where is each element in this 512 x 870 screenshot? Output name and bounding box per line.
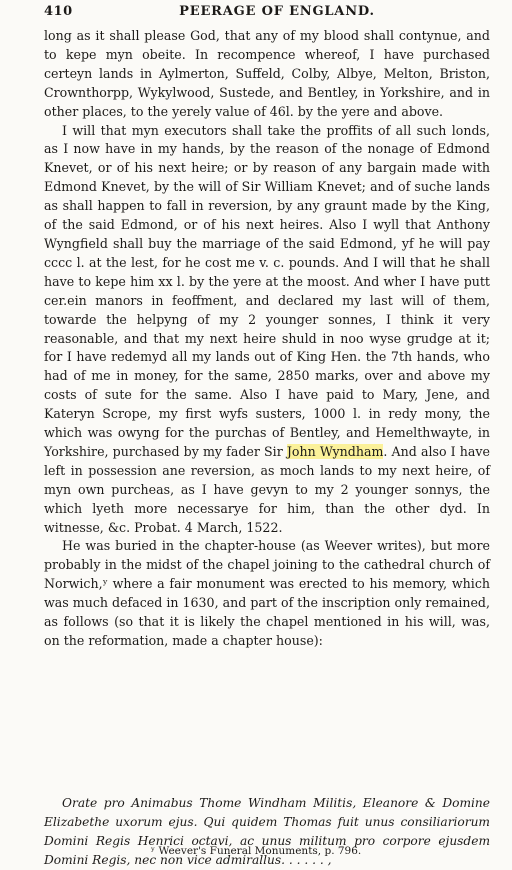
latin-inscription [44, 794, 490, 870]
paragraph-2-text-after: . And also I have left in possession ane reversion, as moch lands to my next heire, of myn own purcheas, as I have gevyn to my 2 younger sonnys, the which lyeth more necessarye for him, than the other dyd. In witnesse, &c. Probat. 4 March, 1522. [44, 443, 490, 535]
paragraph-2 [44, 122, 490, 538]
running-title: PEERAGE OF ENGLAND. [179, 4, 375, 19]
paragraph-2-text-before: I will that myn executors shall take the proffits of all such londs, as I now have in my hands, by the reason of the nonage of Edmond Knevet, or of his next heire; or by reason of any bargain made with Edmond Knevet, by the will of Sir William Knevet; and of suche lands as shall happen to fall in reversion, by any graunt made by the King, of the said Edmond, or of his next heires. Also I wyll that Anthony Wyngfield shall buy the marriage of the said Edmond, yf he will pay cccc l. at the lest, for he cost me v. c. pounds. And I will that he shall have to kepe him xx l. by the yere at the moost. And wher I have putt cer.ein manors in feoffment, and declared my last will of them, towarde the helpyng of my 2 younger sonnes, I think it very reasonable, and that my next heire shuld in noo wyse grudge at it; for I have redemyd all my lands out of King Hen. the 7th hands, who had of me in money, for the same, 2850 marks, over and above my costs of sute for the same. Also I have paid to Mary, Jene, and Kateryn Scrope, my first wyfs susters, 1000 l. in redy mony, the which was owyng for the purchas of Bentley, and Hemelthwayte, in Yorkshire, purchased by my fader Sir [44, 122, 490, 459]
page-header [44, 4, 490, 24]
footnote: ʸ Weever's Funeral Monuments, p. 796. [150, 845, 362, 857]
paragraph-1: long as it shall please God, that any of my blood shall contynue, and to kepe myn obeite. In recompence whereof, I have purchased certeyn lands in Aylmerton, Suffeld, Colby, Albye, Melton, Briston, Crownthorpp, Wykylwood, Sustede, and Bentley, in Yorkshire, and in other places, to the yerely value of 46l. by the yere and above. [44, 28, 490, 119]
main-text [44, 27, 490, 651]
page-number: 410 [44, 4, 73, 19]
highlighted-name: John Wyndham [286, 443, 384, 459]
latin-inscription-text: Orate pro Animabus Thome Windham Militis, Eleanore & Domine Elizabethe uxorum ejus. Qui quidem Thomas fuit unus consiliariorum Domini Regis Henrici octavi, ac unus militum pro corpore ejusdem Domini Regis, nec non vice admirallus. . . . . . , [44, 796, 490, 867]
paragraph-3: He was buried in the chapter-house (as Weever writes), but more probably in the midst of the chapel joining to the cathedral church of Norwich,ʸ where a fair monument was erected to his memory, which was much defaced in 1630, and part of the inscription only remained, as follows (so that it is likely the chapel mentioned in his will, was, on the reformation, made a chapter house): [44, 538, 490, 648]
